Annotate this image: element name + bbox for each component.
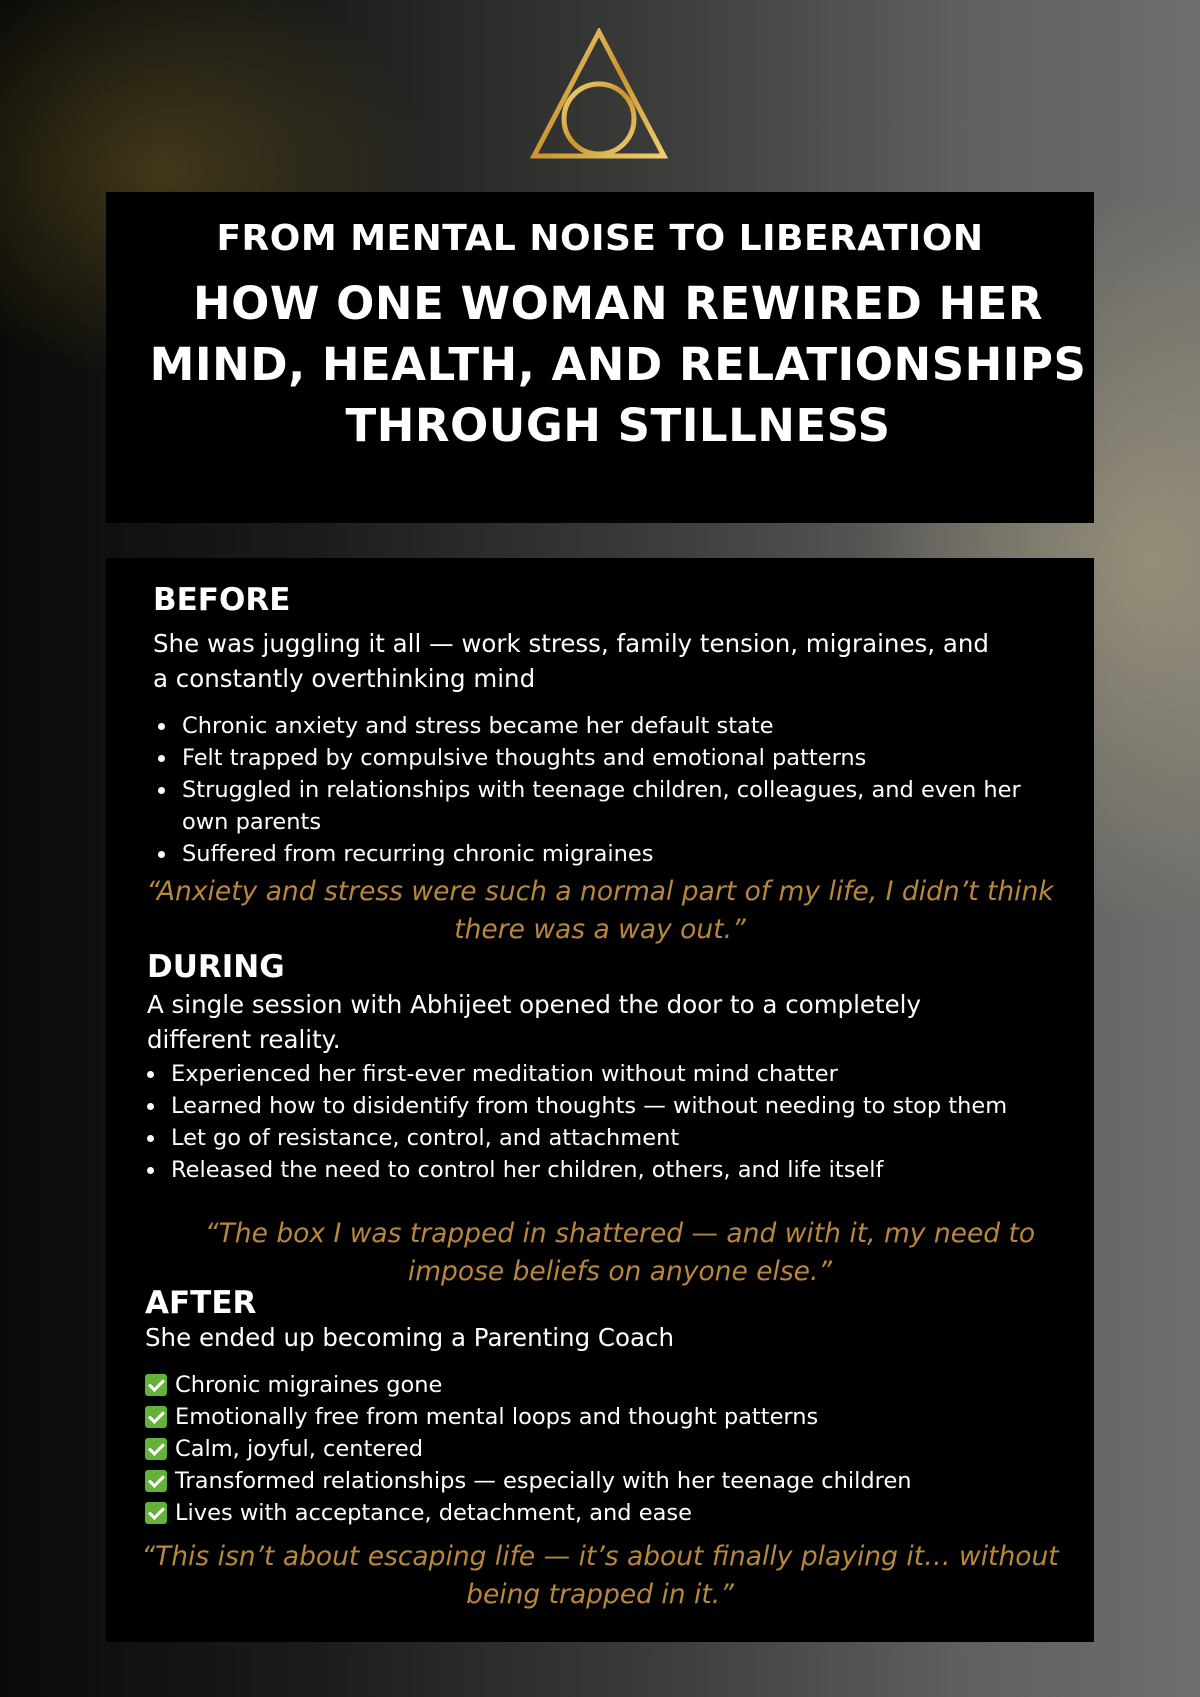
headline-line: MIND, HEALTH, AND RELATIONSHIPS: [149, 338, 1087, 391]
list-item: Chronic anxiety and stress became her default state: [154, 710, 1074, 742]
check-mark-icon: [145, 1406, 167, 1428]
quote-line: “Anxiety and stress were such a normal part of my life, I didn’t think: [146, 876, 1054, 907]
quote-line: there was a way out.”: [454, 914, 746, 945]
check-mark-icon: [145, 1502, 167, 1524]
before-quote: [106, 873, 1094, 949]
quote-line: “This isn’t about escaping life — it’s about finally playing it… without: [141, 1541, 1059, 1572]
before-intro: [153, 626, 989, 696]
list-item: Released the need to control her children, others, and life itself: [143, 1154, 1088, 1186]
list-item: Learned how to disidentify from thoughts — without needing to stop them: [143, 1090, 1088, 1122]
list-item: Struggled in relationships with teenage children, colleagues, and even her own parents: [154, 774, 1074, 838]
list-item: [145, 1369, 1085, 1401]
intro-line: different reality.: [147, 1025, 341, 1054]
headline-line: HOW ONE WOMAN REWIRED HER: [192, 277, 1044, 330]
check-item-label: Chronic migraines gone: [175, 1372, 443, 1398]
before-bullet-list: [154, 710, 1074, 870]
intro-line: a constantly overthinking mind: [153, 664, 536, 693]
deathly-hallows-icon: [530, 28, 668, 160]
kicker-title: FROM MENTAL NOISE TO LIBERATION: [216, 218, 984, 259]
check-mark-icon: [145, 1438, 167, 1460]
during-quote: [126, 1215, 1114, 1291]
after-intro: She ended up becoming a Parenting Coach: [145, 1323, 675, 1352]
check-item-label: Transformed relationships — especially with her teenage children: [175, 1468, 912, 1494]
list-item: Felt trapped by compulsive thoughts and emotional patterns: [154, 742, 1074, 774]
check-mark-icon: [145, 1374, 167, 1396]
list-item: [145, 1497, 1085, 1529]
after-check-list: [145, 1369, 1085, 1529]
list-item: Suffered from recurring chronic migraines: [154, 838, 1074, 870]
after-title: AFTER: [145, 1285, 257, 1321]
check-item-label: Lives with acceptance, detachment, and ease: [175, 1500, 692, 1526]
check-item-label: Emotionally free from mental loops and thought patterns: [175, 1404, 819, 1430]
during-intro: [147, 987, 921, 1057]
list-item: [145, 1465, 1085, 1497]
intro-line: A single session with Abhijeet opened the door to a completely: [147, 990, 921, 1019]
check-item-label: Calm, joyful, centered: [175, 1436, 424, 1462]
quote-line: impose beliefs on anyone else.”: [407, 1256, 833, 1287]
list-item: Experienced her first-ever meditation without mind chatter: [143, 1058, 1088, 1090]
during-bullet-list: [143, 1058, 1088, 1186]
quote-line: being trapped in it.”: [466, 1579, 734, 1610]
headline-line: THROUGH STILLNESS: [345, 399, 891, 452]
list-item: Let go of resistance, control, and attachment: [143, 1122, 1088, 1154]
quote-line: “The box I was trapped in shattered — and with it, my need to: [204, 1218, 1036, 1249]
main-headline: [118, 273, 1118, 456]
intro-line: She was juggling it all — work stress, family tension, migraines, and: [153, 629, 989, 658]
after-quote: [106, 1538, 1094, 1614]
list-item: [145, 1433, 1085, 1465]
check-mark-icon: [145, 1470, 167, 1492]
list-item: [145, 1401, 1085, 1433]
before-title: BEFORE: [153, 582, 291, 618]
during-title: DURING: [147, 949, 285, 985]
